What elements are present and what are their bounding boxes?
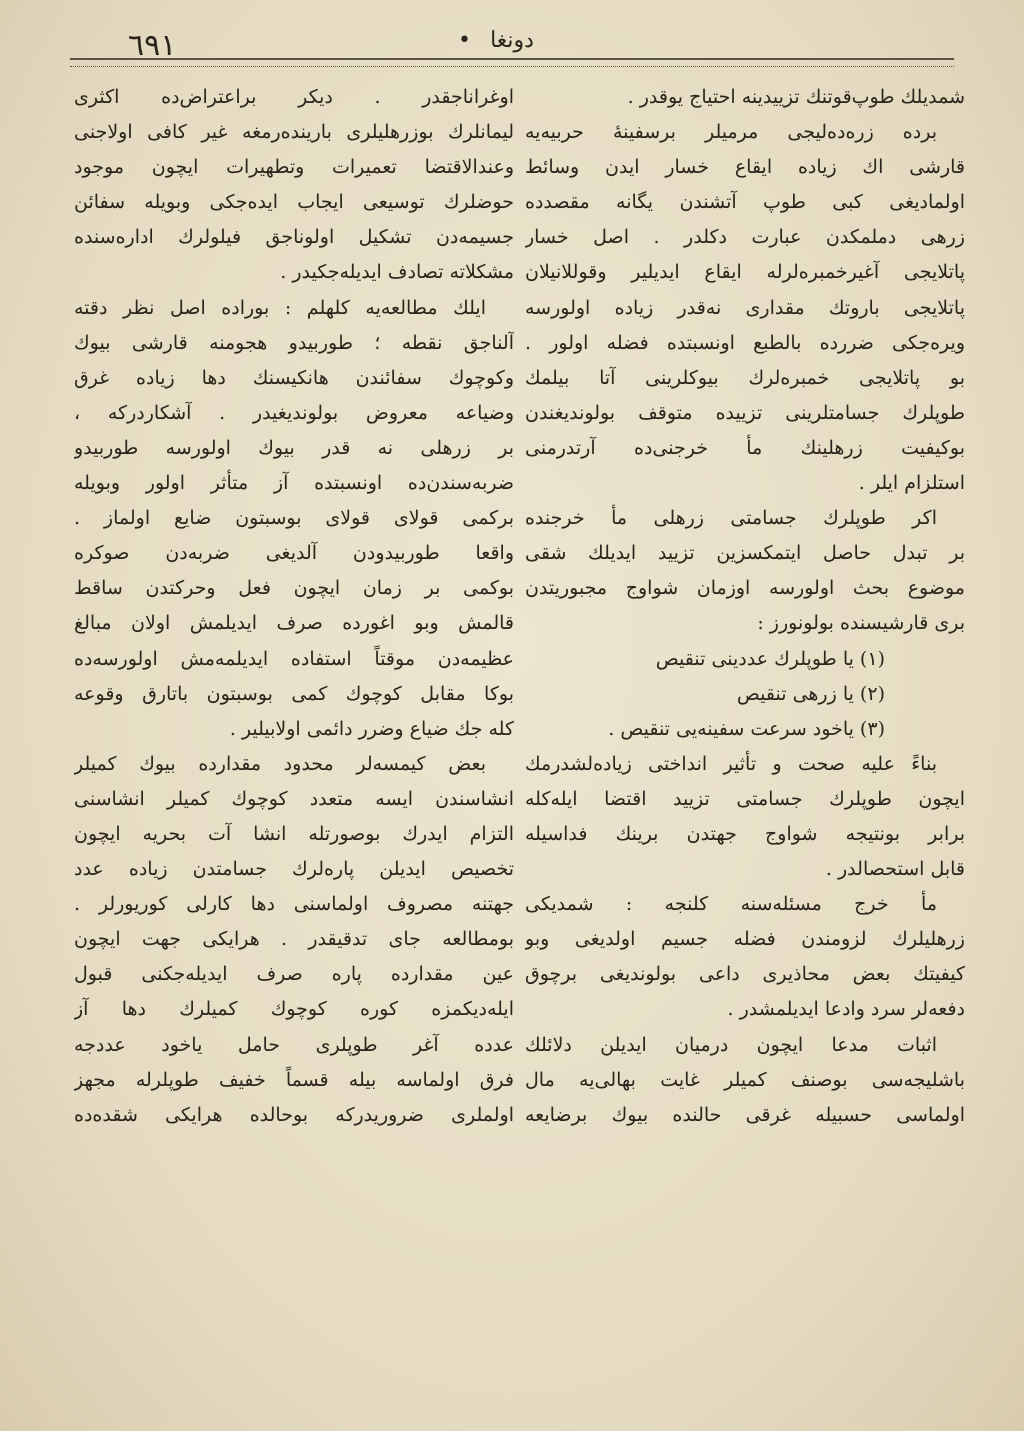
text-line: فرق اولماسه بیله قسماً خفیف طوپلرله مجهز bbox=[74, 1068, 514, 1091]
text-line: زرهی دملمکدن عبارت دکلدر . اصل خسار bbox=[525, 226, 965, 249]
text-line: پاتلایجی آغیرخمبره‌لرله ایقاع ایدیلیر وقوللانیلان bbox=[525, 261, 965, 284]
text-line: برده زره‌ده‌لیجی مرمیلر برسفینهٔ حربیه‌یه bbox=[525, 121, 937, 144]
right-column bbox=[525, 80, 965, 1133]
text-line: قارشی اك زیاده ایقاع خسار ایدن وسائط bbox=[525, 156, 965, 179]
page-number: ٦٩١ bbox=[128, 28, 177, 63]
text-line: اوغراناجقدر . دیکر براعتراض‌ده اکثری bbox=[74, 86, 514, 108]
text-line: اولملری ضروریدرکه بوحالده هرایکی شقده‌ده bbox=[74, 1103, 514, 1126]
text-line: طوپلرك جسامتلرینی تزییده متوقف بولوندیغندن bbox=[525, 401, 965, 424]
text-line: اكر طوپلرك جسامتی زرهلی مأ خرجنده bbox=[525, 507, 937, 530]
text-line: واقعا طوربیدودن آلدیغی ضربه‌دن صوكره bbox=[74, 542, 514, 565]
text-line: پاتلایجی باروتك مقداری نه‌قدر زیاده اولورسه bbox=[525, 296, 965, 319]
text-line: عدده آغر طوپلری حامل یاخود عددجه bbox=[74, 1033, 514, 1056]
text-line: مأ خرج مسئله‌سنه کلنجه : شمدیکی bbox=[525, 893, 937, 916]
text-line: اولماسی حسبیله غرقی حالنده بیوك برضایعه bbox=[525, 1103, 965, 1126]
text-line: آلناجق نقطه ؛ طوربیدو هجومنه قارشی بیوك bbox=[74, 331, 514, 354]
text-line: (۱) یا طوپلرك عددینی تنقیص bbox=[655, 647, 885, 670]
text-line: جهتنه مصروف اولماسنی دها کارلی کوریورلر . bbox=[74, 893, 514, 916]
text-line: قالمش وبو اغورده صرف ایدیلمش اولان مبالغ bbox=[74, 612, 514, 635]
text-line: بومطالعه جای تدقیقدر . هرایکی جهت ایچون bbox=[74, 928, 514, 951]
text-line: التزام ایدرك بوصورتله انشا آت بحریه ایچون bbox=[74, 822, 514, 845]
text-line: اولمادیغی کبی طوپ آتشندن یگانه مقصدده bbox=[525, 191, 965, 214]
text-line: ضربه‌سندن‌ده اونسبتده آز متأثر اولور وبویله bbox=[74, 472, 514, 495]
text-line: تخصیص ایدیلن پاره‌لرك جسامتدن زیاده عدد bbox=[74, 858, 514, 881]
text-line: موضوع بحث اولورسه اوزمان شواوج مجبوریتدن bbox=[525, 577, 965, 600]
text-line: (۲) یا زرهی تنقیص bbox=[736, 682, 885, 705]
left-column bbox=[74, 80, 514, 1133]
page-header bbox=[70, 22, 954, 62]
text-line: حوضلرك توسیعی ایجاب ایده‌جکی وبویله سفائن bbox=[74, 191, 514, 214]
running-title: دونغا bbox=[490, 28, 534, 53]
text-line: زرهلیلرك لزومندن فضله جسیم اولدیغی وبو bbox=[525, 928, 965, 951]
text-line: بری قارشیسنده بولونورز : bbox=[757, 612, 965, 635]
text-line: ویره‌جکی ضررده بالطبع اونسبتده فضله اولور . bbox=[525, 331, 965, 354]
text-line: بوکمی بر زمان ایچون فعل وحرکتدن ساقط bbox=[74, 577, 514, 600]
text-line: برابر بونتیجه شواوج جهتدن برینك فداسیله bbox=[525, 822, 965, 845]
text-line: (۳) یاخود سرعت سفینه‌یی تنقیص . bbox=[608, 717, 885, 740]
text-line: بر زرهلی نه قدر بیوك اولورسه طوربیدو bbox=[74, 436, 514, 459]
text-line: استلزام ایلر . bbox=[858, 472, 965, 495]
text-line: قابل استحصالدر . bbox=[825, 858, 965, 881]
text-line: کیفیتك بعض محاذیری داعی بولوندیغی برچوق bbox=[525, 963, 965, 986]
text-line: بوكیفیت زرهلینك مأ خرجنی‌ده آرتدرمنی bbox=[525, 436, 965, 459]
text-line: باشلیجه‌سی بوصنف کمیلر غایت بهالی‌یه مال bbox=[525, 1068, 965, 1091]
text-line: شمدیلك طوپ‌قوتنك تزییدینه احتیاج یوقدر . bbox=[627, 86, 965, 108]
text-line: کله جك ضیاع وضرر دائمی اولابیلیر . bbox=[229, 717, 514, 740]
text-line: ایلك مطالعه‌یه کلهلم : بوراده اصل نظر دقته bbox=[74, 296, 486, 319]
text-line: ایله‌دیکمزه کوره كوچوك کمیلرك دها آز bbox=[74, 998, 514, 1021]
text-line: انشاسندن ایسه متعدد كوچوك کمیلر انشاسنی bbox=[74, 787, 514, 810]
text-line: دفعه‌لر سرد وادعا ایدیلمشدر . bbox=[727, 998, 965, 1021]
text-line: وكوچوك سفائندن هانکیسنك دها زیاده غرق bbox=[74, 366, 514, 389]
text-line: جسیمه‌دن تشکیل اولوناجق فیلولرك اداره‌سنده bbox=[74, 226, 514, 249]
text-line: اثبات مدعا ایچون درمیان ایدیلن دلائلك bbox=[525, 1033, 937, 1056]
text-line: مشکلاته تصادف ایدیله‌جکیدر . bbox=[280, 261, 514, 284]
text-line: عین مقدارده پاره صرف ایدیله‌جکنی قبول bbox=[74, 963, 514, 986]
text-line: وضیاعه معروض بولوندیغیدر . آشکاردرکه ، bbox=[74, 401, 514, 424]
text-line: برکمی قولای قولای بوسبتون ضایع اولماز . bbox=[74, 507, 514, 530]
header-ornament: • bbox=[458, 28, 471, 53]
text-line: لیمانلرك بوزرهلیلری بارینده‌رمغه غیر کافی اولاجنی bbox=[74, 121, 514, 144]
text-line: بوكا مقابل كوچوك کمی بوسبتون باتارق وقوعه bbox=[74, 682, 514, 705]
text-line: عظیمه‌دن موقتاً استفاده ایدیلمه‌مش اولورسه‌ده bbox=[74, 647, 514, 670]
text-line: بو پاتلایجی خمبره‌لرك بیوكلرینی آتا بیلمك bbox=[525, 366, 965, 389]
text-line: ایچون طوپلرك جسامتی تزیید اقتضا ایله‌كله bbox=[525, 787, 965, 810]
text-line: بر تبدل حاصل ایتمکسزین تزیید ایدیلك شقی bbox=[525, 542, 965, 565]
text-line: بناءً علیه صحت و تأثیر انداختی زیاده‌لشدرمك bbox=[525, 752, 937, 775]
text-line: بعض کیمسه‌لر محدود مقدارده بیوك کمیلر bbox=[74, 752, 486, 775]
text-line: وعندالاقتضا تعمیرات وتطهیرات ایچون موجود bbox=[74, 156, 514, 179]
header-rule bbox=[70, 58, 954, 67]
